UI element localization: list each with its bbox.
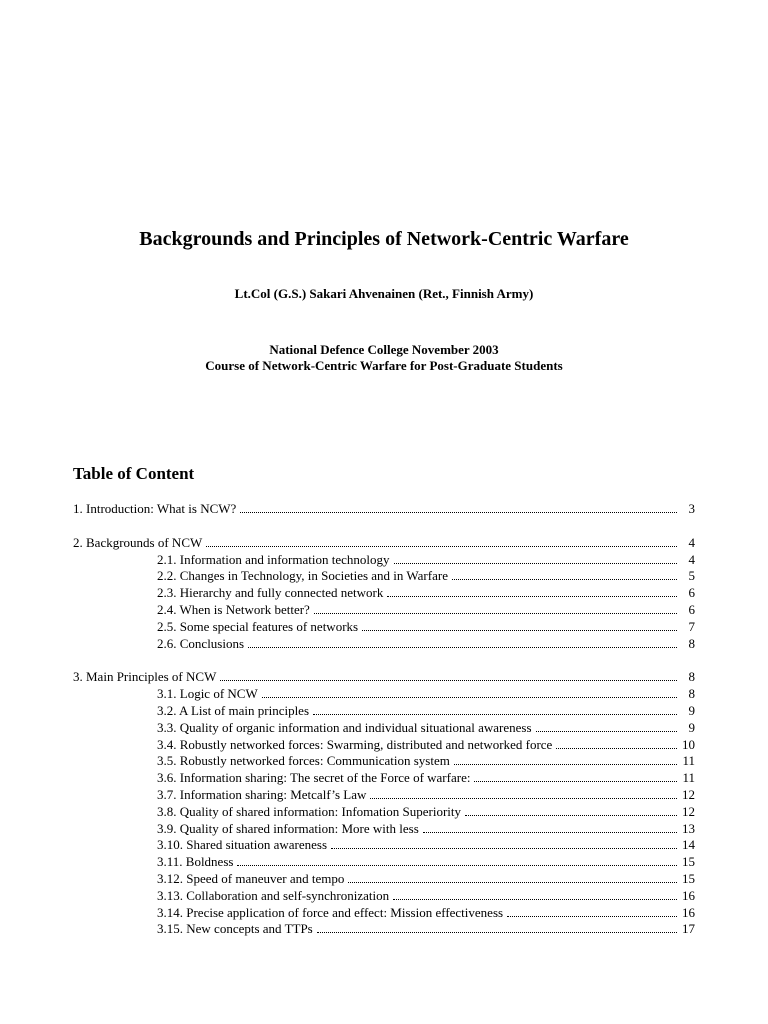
toc-entry-label: 3.5. Robustly networked forces: Communication system (157, 753, 450, 769)
toc-entry-page: 8 (688, 686, 695, 702)
leader-dots (465, 804, 677, 816)
leader-dots (394, 552, 677, 564)
table-of-contents (73, 501, 695, 938)
toc-entry-page: 9 (688, 719, 695, 735)
toc-entry-label: 3.1. Logic of NCW (157, 686, 258, 702)
toc-entry-label: 2.3. Hierarchy and fully connected network (157, 585, 384, 601)
toc-entry-subsection[interactable] (73, 770, 695, 787)
toc-entry-page: 5 (688, 568, 695, 584)
toc-entry-section[interactable] (73, 501, 695, 518)
toc-entry-page: 10 (682, 736, 695, 752)
toc-entry-label: 3.11. Boldness (157, 854, 234, 870)
leader-dots (556, 737, 677, 749)
toc-entry-label: 3.8. Quality of shared information: Infomation Superiority (157, 803, 461, 819)
toc-entry-subsection[interactable] (73, 871, 695, 888)
toc-entry-page: 11 (682, 770, 695, 786)
leader-dots (248, 636, 677, 648)
institution-block (0, 342, 768, 374)
toc-entry-label: 3.14. Precise application of force and effect: Mission effectiveness (157, 904, 504, 920)
leader-dots (393, 888, 677, 900)
toc-entry-page: 15 (682, 870, 695, 886)
toc-entry-page: 11 (682, 753, 695, 769)
leader-dots (313, 703, 677, 715)
toc-entry-subsection[interactable] (73, 921, 695, 938)
leader-dots (507, 905, 677, 917)
leader-dots (423, 821, 677, 833)
course-line: Course of Network-Centric Warfare for Post-Graduate Students (205, 358, 563, 373)
leader-dots (240, 501, 677, 513)
leader-dots (317, 921, 677, 933)
toc-entry-subsection[interactable] (73, 568, 695, 585)
toc-entry-label: 3.6. Information sharing: The secret of the Force of warfare: (157, 770, 471, 786)
toc-entry-page: 12 (682, 803, 695, 819)
toc-entry-subsection[interactable] (73, 804, 695, 821)
toc-entry-section[interactable] (73, 535, 695, 552)
toc-heading: Table of Content (73, 464, 195, 483)
toc-entry-label: 3.15. New concepts and TTPs (157, 921, 313, 937)
leader-dots (314, 602, 677, 614)
leader-dots (474, 770, 677, 782)
leader-dots (331, 837, 677, 849)
toc-entry-label: 2. Backgrounds of NCW (73, 534, 203, 550)
leader-dots (362, 619, 677, 631)
toc-entry-subsection[interactable] (73, 686, 695, 703)
toc-entry-label: 3.13. Collaboration and self-synchronization (157, 887, 390, 903)
toc-entry-page: 16 (682, 887, 695, 903)
leader-dots (370, 787, 677, 799)
toc-entry-label: 3.10. Shared situation awareness (157, 837, 328, 853)
toc-entry-subsection[interactable] (73, 636, 695, 653)
toc-entry-label: 3.4. Robustly networked forces: Swarming, distributed and networked force (157, 736, 553, 752)
toc-entry-page: 3 (688, 501, 695, 516)
toc-entry-label: 2.6. Conclusions (157, 635, 245, 651)
toc-entry-page: 9 (688, 702, 695, 718)
leader-dots (237, 854, 677, 866)
toc-entry-page: 4 (688, 551, 695, 567)
toc-entry-label: 3.7. Information sharing: Metcalf’s Law (157, 786, 367, 802)
toc-entry-subsection[interactable] (73, 837, 695, 854)
toc-entry-label: 3.3. Quality of organic information and individual situational awareness (157, 719, 532, 735)
toc-entry-page: 16 (682, 904, 695, 920)
toc-entry-page: 7 (688, 618, 695, 634)
toc-entry-label: 3.2. A List of main principles (157, 702, 310, 718)
toc-entry-subsection[interactable] (73, 787, 695, 804)
toc-entry-subsection[interactable] (73, 905, 695, 922)
document-title: Backgrounds and Principles of Network-Centric Warfare (139, 228, 629, 250)
leader-dots (206, 535, 677, 547)
toc-entry-page: 12 (682, 786, 695, 802)
toc-entry-page: 6 (688, 585, 695, 601)
toc-entry-subsection[interactable] (73, 753, 695, 770)
toc-entry-page: 6 (688, 601, 695, 617)
toc-entry-page: 17 (682, 921, 695, 937)
toc-entry-page: 13 (682, 820, 695, 836)
toc-entry-page: 4 (688, 534, 695, 550)
leader-dots (454, 753, 677, 765)
toc-entry-subsection[interactable] (73, 854, 695, 871)
toc-entry-subsection[interactable] (73, 821, 695, 838)
toc-entry-subsection[interactable] (73, 552, 695, 569)
toc-entry-page: 15 (682, 854, 695, 870)
toc-entry-label: 3. Main Principles of NCW (73, 669, 217, 685)
leader-dots (262, 686, 677, 698)
toc-entry-subsection[interactable] (73, 619, 695, 636)
toc-entry-label: 2.1. Information and information technology (157, 551, 390, 567)
toc-entry-page: 8 (688, 669, 695, 685)
toc-entry-label: 2.5. Some special features of networks (157, 618, 359, 634)
leader-dots (348, 871, 677, 883)
leader-dots (536, 720, 677, 732)
toc-entry-subsection[interactable] (73, 737, 695, 754)
leader-dots (220, 669, 677, 681)
toc-entry-page: 14 (682, 837, 695, 853)
toc-entry-subsection[interactable] (73, 703, 695, 720)
toc-entry-label: 2.2. Changes in Technology, in Societies and in Warfare (157, 568, 448, 584)
section-gap (73, 518, 695, 535)
toc-entry-label: 2.4. When is Network better? (157, 601, 310, 617)
toc-entry-subsection[interactable] (73, 720, 695, 737)
toc-entry-section[interactable] (73, 669, 695, 686)
toc-entry-label: 3.12. Speed of maneuver and tempo (157, 870, 345, 886)
document-author: Lt.Col (G.S.) Sakari Ahvenainen (Ret., Finnish Army) (234, 286, 534, 301)
leader-dots (452, 568, 677, 580)
toc-entry-page: 8 (688, 635, 695, 651)
institution-line: National Defence College November 2003 (269, 342, 499, 357)
toc-entry-subsection[interactable] (73, 585, 695, 602)
toc-entry-label: 1. Introduction: What is NCW? (73, 501, 237, 516)
leader-dots (387, 585, 677, 597)
toc-entry-subsection[interactable] (73, 602, 695, 619)
section-gap (73, 652, 695, 669)
toc-entry-label: 3.9. Quality of shared information: More with less (157, 820, 419, 836)
toc-entry-subsection[interactable] (73, 888, 695, 905)
